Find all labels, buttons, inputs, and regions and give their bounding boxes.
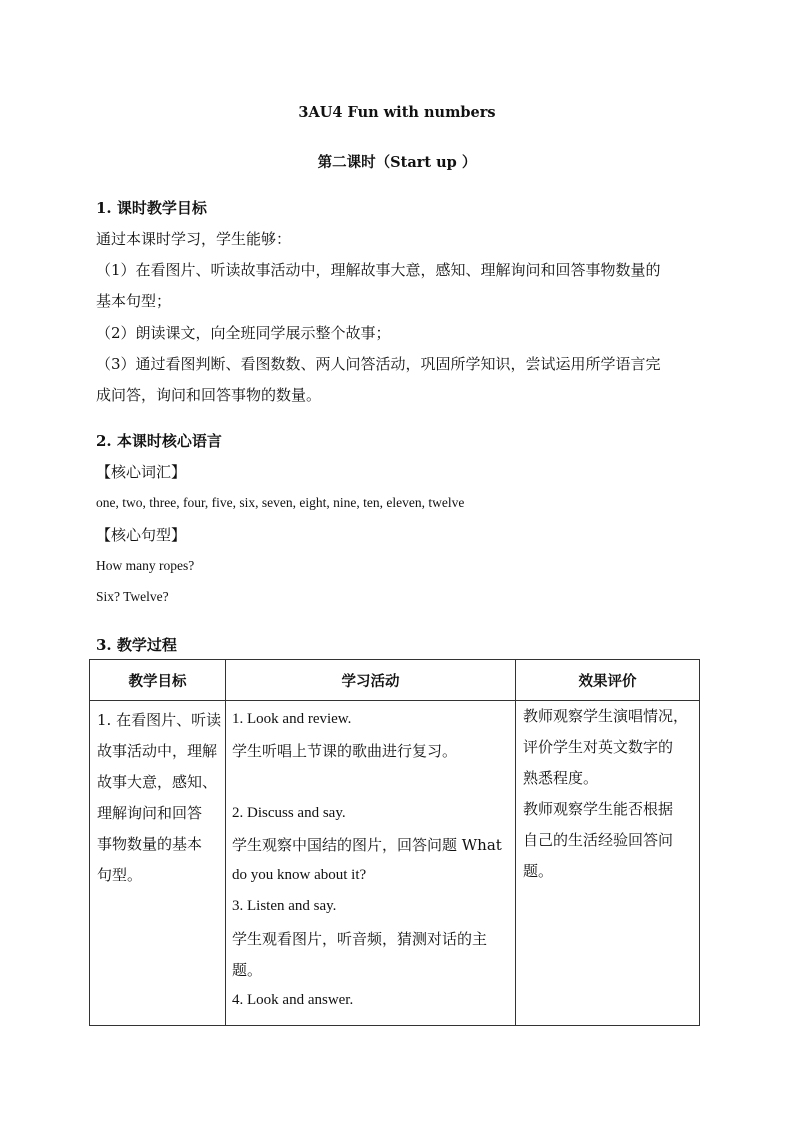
vocab-list: one, two, three, four, five, six, seven, eight, nine, ten, eleven, twelve [96,495,465,510]
goal-line: 1. 在看图片、听读 [97,711,222,729]
goal-line: 事物数量的基本 [97,835,203,853]
goal-line: 故事活动中，理解 [97,742,218,760]
evaluation-line: 题。 [523,862,554,880]
goal-line: 故事大意，感知、 [97,773,218,791]
table-row [90,701,700,1026]
objective-line: （1）在看图片、听读故事活动中，理解故事大意，感知、理解询问和回答事物数量的 [96,261,661,279]
table-header-row [90,660,700,701]
activity-line: 1. Look and review. [232,711,352,727]
activity-line: 2. Discuss and say. [232,805,346,821]
column-header-evaluation: 效果评价 [516,660,700,701]
objective-line: （2）朗读课文，向全班同学展示整个故事； [96,324,391,342]
teaching-process-table [89,659,700,1026]
activity-line: 3. Listen and say. [232,898,337,914]
column-header-activity: 学习活动 [226,660,516,701]
activity-line: 学生观察中国结的图片，回答问题 What [232,836,502,854]
goal-line: 句型。 [97,866,143,884]
lesson-subtitle: 第二课时（Start up ） [317,154,477,171]
evaluation-line: 评价学生对英文数字的 [523,738,674,756]
section1-heading: 1. 课时教学目标 [96,199,207,217]
activity-line: 学生观看图片，听音频，猜测对话的主 [232,930,488,948]
goal-line: 理解询问和回答 [97,804,203,822]
evaluation-cell [516,701,700,1026]
pattern-line: Six? Twelve? [96,589,169,604]
objective-line: 成问答，询问和回答事物的数量。 [96,386,322,404]
vocab-label: 【核心词汇】 [96,463,187,481]
activity-line: 题。 [232,961,263,979]
goal-cell [90,701,226,1026]
evaluation-line: 教师观察学生能否根据 [523,800,674,818]
objective-line: 基本句型； [96,292,172,310]
activity-line: 学生听唱上节课的歌曲进行复习。 [232,742,458,760]
document-title: 3AU4 Fun with numbers [298,104,496,121]
objective-line: （3）通过看图判断、看图数数、两人问答活动，巩固所学知识，尝试运用所学语言完 [96,355,661,373]
section3-heading: 3. 教学过程 [96,636,177,654]
evaluation-line: 熟悉程度。 [523,769,599,787]
pattern-line: How many ropes? [96,558,195,573]
activity-line: 4. Look and answer. [232,992,354,1008]
section2-heading: 2. 本课时核心语言 [96,432,222,450]
activity-cell [226,701,516,1026]
activity-line: do you know about it? [232,867,367,883]
evaluation-line: 教师观察学生演唱情况， [523,707,689,725]
pattern-label: 【核心句型】 [96,526,187,544]
evaluation-line: 自己的生活经验回答问 [523,831,674,849]
section1-intro: 通过本课时学习，学生能够： [96,230,292,248]
column-header-goal: 教学目标 [90,660,226,701]
